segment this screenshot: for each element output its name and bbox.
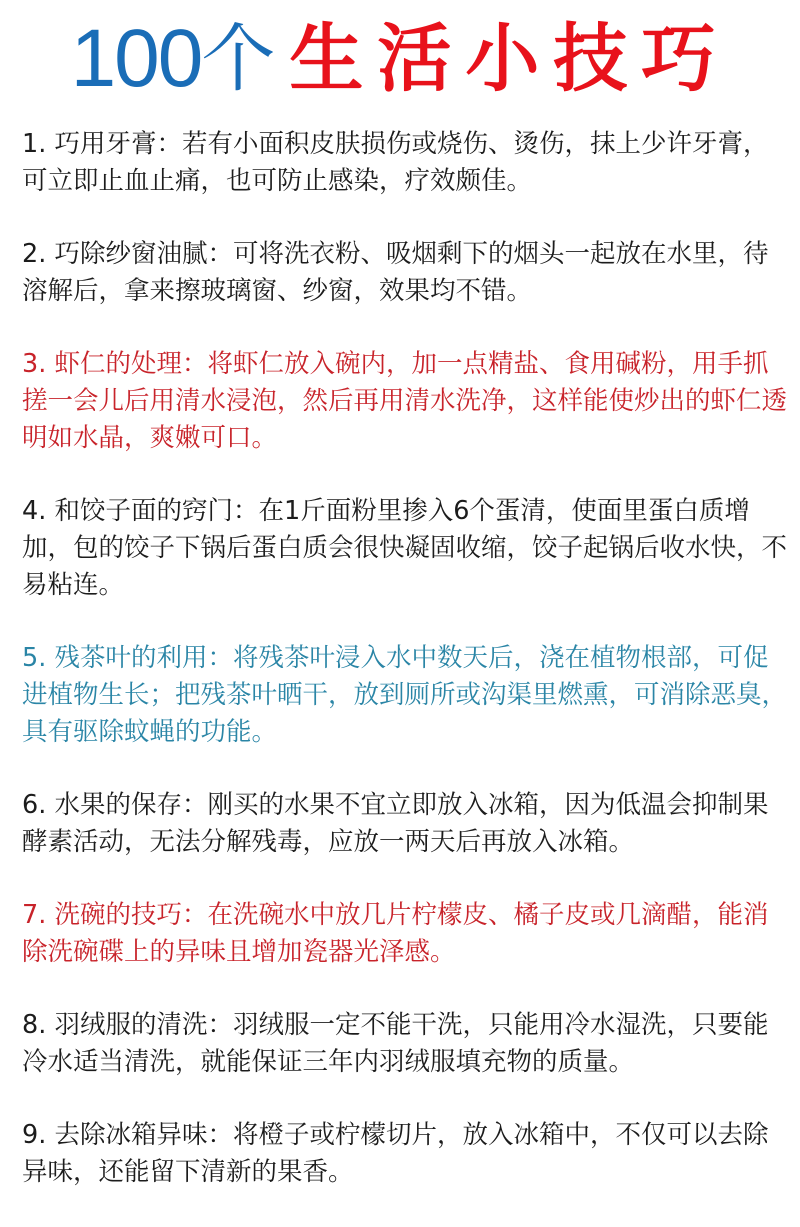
tip-body: 若有小面积皮肤损伤或烧伤、烫伤，抹上少许牙膏，可立即止血止痛，也可防止感染，疗效颇佳。 xyxy=(22,129,769,196)
tip-body: 羽绒服一定不能干洗，只能用冷水湿洗，只要能冷水适当清洗，就能保证三年内羽绒服填充物的质量。 xyxy=(22,1010,769,1077)
tip-item: 7. 洗碗的技巧：在洗碗水中放几片柠檬皮、橘子皮或几滴醋，能消除洗碗碟上的异味且增加瓷器光泽感。 xyxy=(22,900,769,967)
tip-body: 将残茶叶浸入水中数天后，浇在植物根部，可促进植物生长；把残茶叶晒干，放到厕所或沟渠里燃熏，可消除恶臭，具有驱除蚊蝇的功能。 xyxy=(22,643,788,747)
page-title xyxy=(0,14,800,104)
tip-heading: 和饺子面的窍门： xyxy=(54,496,259,526)
title-counter: 个 xyxy=(201,16,290,102)
tip-item: 6. 水果的保存：刚买的水果不宜立即放入冰箱，因为低温会抑制果酵素活动，无法分解残毒，应放一两天后再放入冰箱。 xyxy=(22,790,769,857)
tip-item: 8. 羽绒服的清洗：羽绒服一定不能干洗，只能用冷水湿洗，只要能冷水适当清洗，就能保证三年内羽绒服填充物的质量。 xyxy=(22,1010,769,1077)
tip-heading: 残茶叶的利用： xyxy=(54,643,233,673)
tip-heading: 洗碗的技巧： xyxy=(54,900,208,930)
tip-item: 2. 巧除纱窗油腻：可将洗衣粉、吸烟剩下的烟头一起放在水里，待溶解后，拿来擦玻璃窗、纱窗，效果均不错。 xyxy=(22,239,769,306)
tip-item: 1. 巧用牙膏：若有小面积皮肤损伤或烧伤、烫伤，抹上少许牙膏，可立即止血止痛，也可防止感染，疗效颇佳。 xyxy=(22,129,769,196)
tip-item: 5. 残茶叶的利用：将残茶叶浸入水中数天后，浇在植物根部，可促进植物生长；把残茶叶晒干，放到厕所或沟渠里燃熏，可消除恶臭，具有驱除蚊蝇的功能。 xyxy=(22,643,788,747)
tip-heading: 巧除纱窗油腻： xyxy=(54,239,233,269)
tip-heading: 虾仁的处理： xyxy=(54,349,208,379)
title-text: 生活小技巧 xyxy=(289,16,730,102)
tip-heading: 羽绒服的清洗： xyxy=(54,1010,233,1040)
tip-body: 将橙子或柠檬切片，放入冰箱中，不仅可以去除异味，还能留下清新的果香。 xyxy=(22,1120,769,1187)
tip-heading: 去除冰箱异味： xyxy=(54,1120,233,1150)
tip-item: 9. 去除冰箱异味：将橙子或柠檬切片，放入冰箱中，不仅可以去除异味，还能留下清新的果香。 xyxy=(22,1120,769,1187)
tip-body: 在1斤面粉里掺入6个蛋清，使面里蛋白质增加，包的饺子下锅后蛋白质会很快凝固收缩，饺子起锅后收水快，不易粘连。 xyxy=(22,496,788,600)
tips-list xyxy=(22,126,792,1227)
tip-heading: 水果的保存： xyxy=(54,790,208,820)
tip-item: 3. 虾仁的处理：将虾仁放入碗内，加一点精盐、食用碱粉，用手抓搓一会儿后用清水浸泡，然后再用清水洗净，这样能使炒出的虾仁透明如水晶，爽嫩可口。 xyxy=(22,349,788,453)
tip-body: 将虾仁放入碗内，加一点精盐、食用碱粉，用手抓搓一会儿后用清水浸泡，然后再用清水洗净，这样能使炒出的虾仁透明如水晶，爽嫩可口。 xyxy=(22,349,788,453)
title-number: 100 xyxy=(70,13,202,104)
tip-body: 可将洗衣粉、吸烟剩下的烟头一起放在水里，待溶解后，拿来擦玻璃窗、纱窗，效果均不错。 xyxy=(22,239,769,306)
tip-item: 4. 和饺子面的窍门：在1斤面粉里掺入6个蛋清，使面里蛋白质增加，包的饺子下锅后蛋白质会很快凝固收缩，饺子起锅后收水快，不易粘连。 xyxy=(22,496,788,600)
tip-body: 刚买的水果不宜立即放入冰箱，因为低温会抑制果酵素活动，无法分解残毒，应放一两天后再放入冰箱。 xyxy=(22,790,769,857)
tip-heading: 巧用牙膏： xyxy=(54,129,182,159)
tip-body: 在洗碗水中放几片柠檬皮、橘子皮或几滴醋，能消除洗碗碟上的异味且增加瓷器光泽感。 xyxy=(22,900,769,967)
